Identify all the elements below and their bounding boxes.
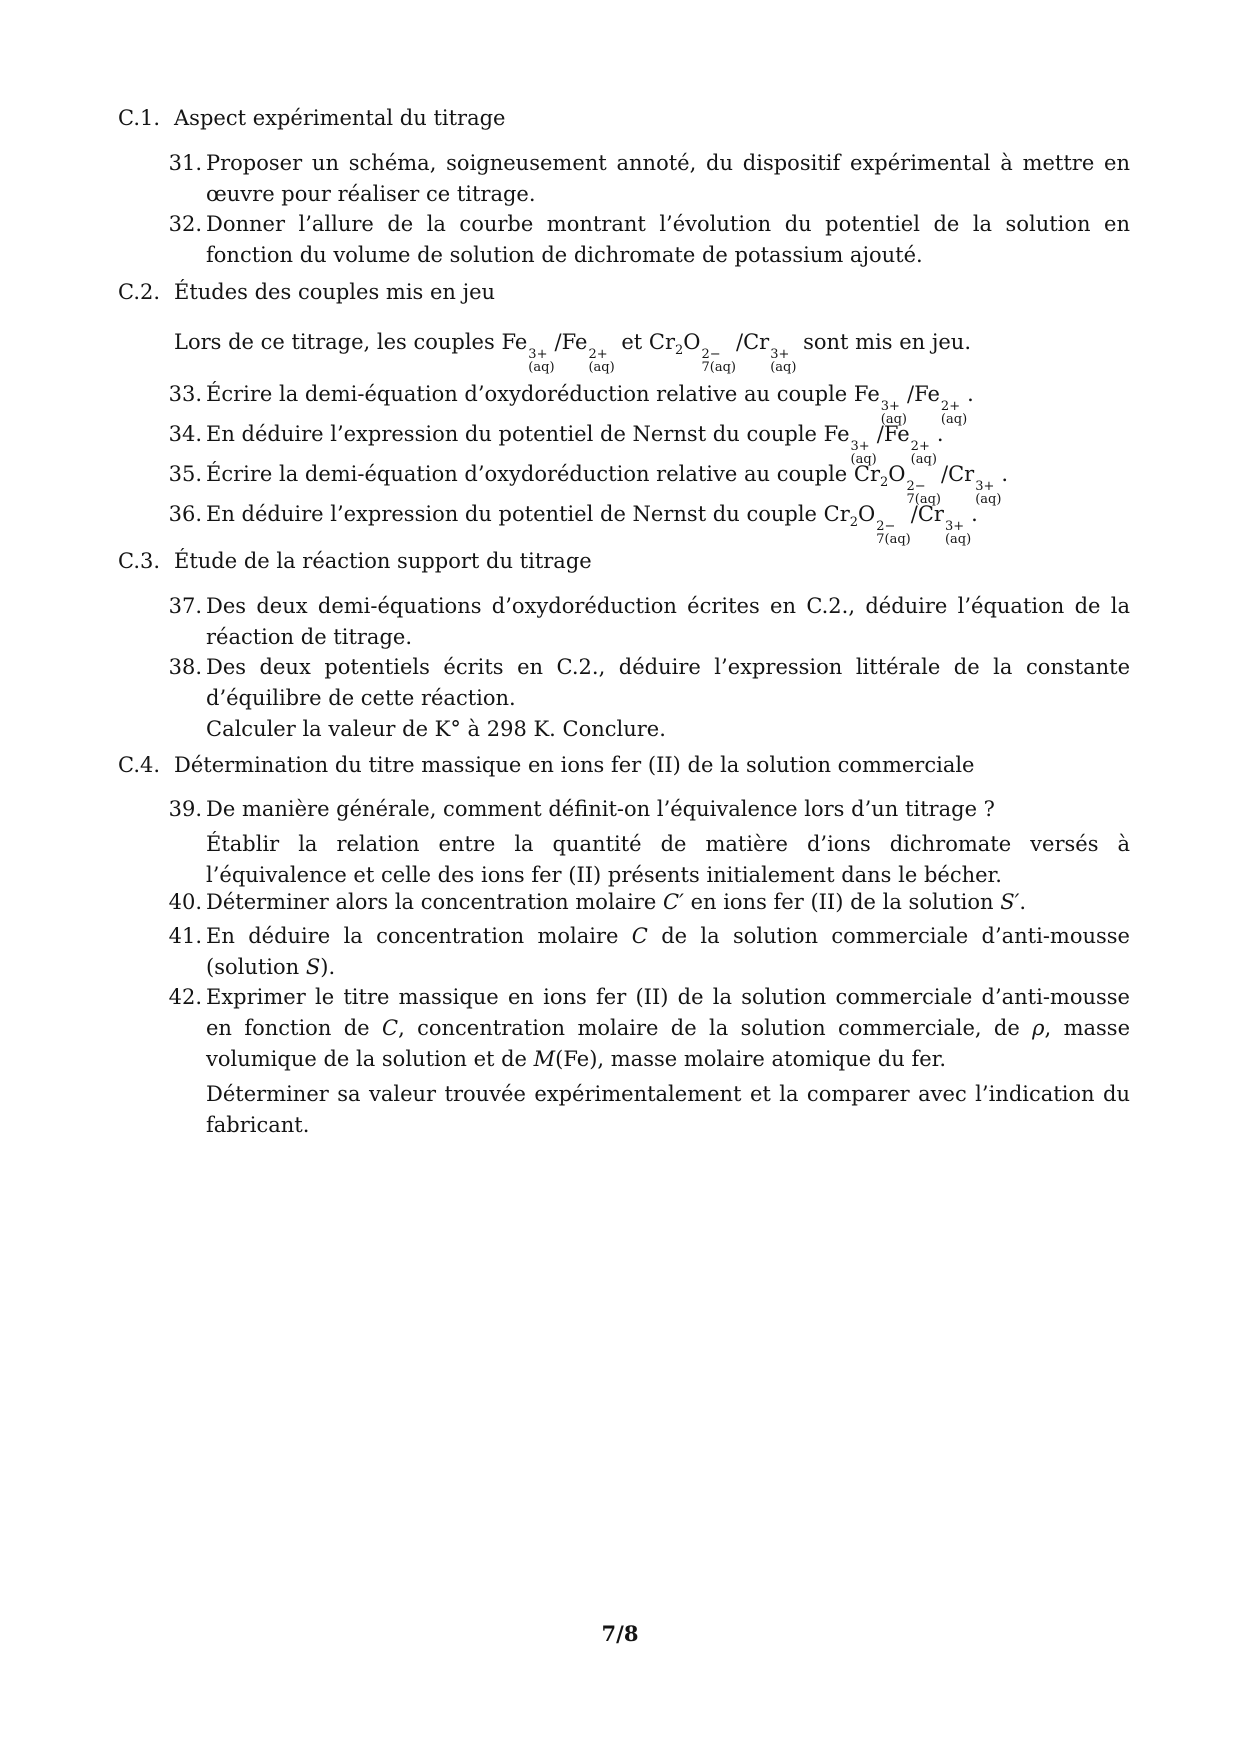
question-number: 32. (168, 212, 202, 236)
question-39 (150, 794, 1130, 891)
section-c3-heading (118, 549, 592, 573)
couple-fe3-fe2: Fe 3+ (aq) /Fe 2+ (aq) (823, 422, 937, 467)
section-title: Étude de la réaction support du titrage (174, 549, 592, 573)
question-number: 31. (168, 151, 202, 175)
question-number: 35. (168, 462, 202, 486)
question-number: 41. (168, 924, 202, 948)
couple-cr2o7-cr3: $Cr_2O$ 2− 7(aq) /Cr 3+ (aq) (648, 330, 797, 375)
section-number: C.3. (118, 549, 161, 573)
question-text: Exprimer le titre massique en ions fer (II) de la solution commerciale d’anti-mousse en fonction de C, concentration molaire de la solution commerciale, de ρ, masse volumique de la solution et de M(Fe), masse molaire atomique du fer. (206, 985, 1130, 1071)
question-text-continued: Établir la relation entre la quantité de matière d’ions dichromate versés à l’équivalence et celle des ions fer (II) présents initialement dans le bécher. (206, 832, 1130, 887)
section-title: Aspect expérimental du titrage (174, 106, 506, 130)
question-number: 34. (168, 422, 202, 446)
question-text: Donner l’allure de la courbe montrant l’évolution du potentiel de la solution en fonction du volume de solution de dichromate de potassium ajouté. (206, 212, 1130, 267)
question-40 (150, 887, 1130, 918)
question-number: 40. (168, 890, 202, 914)
question-text: De manière générale, comment définit-on l’équivalence lors d’un titrage ? (206, 797, 995, 821)
question-text: En déduire l’expression du potentiel de Nernst du couple Fe 3+ (aq) /Fe 2+ (aq) . (206, 422, 944, 467)
question-number: 39. (168, 797, 202, 821)
section-number: C.1. (118, 106, 161, 130)
question-32 (150, 209, 1130, 271)
question-number: 36. (168, 502, 202, 526)
section-title: Détermination du titre massique en ions fer (II) de la solution commerciale (174, 753, 975, 777)
couple-fe3-fe2: Fe 3+ (aq) /Fe 2+ (aq) (853, 382, 968, 427)
question-text: Des deux demi-équations d’oxydoréduction écrites en C.2., déduire l’équation de la réaction de titrage. (206, 594, 1130, 649)
question-41 (150, 921, 1130, 983)
question-42 (150, 982, 1130, 1141)
section-number: C.2. (118, 280, 161, 304)
couple-cr2o7-cr3: $Cr_2O$ 2− 7(aq) /Cr 3+ (aq) (853, 462, 1002, 507)
section-title: Études des couples mis en jeu (174, 280, 496, 304)
question-text: Écrire la demi-équation d’oxydoréduction relative au couple Fe 3+ (aq) /Fe 2+ (aq) . (206, 382, 974, 427)
question-text: En déduire l’expression du potentiel de Nernst du couple $Cr_2O$ 2− 7(aq) /Cr 3+ (aq) . (206, 502, 978, 547)
section-c1-heading (118, 106, 505, 130)
section-c2-heading (118, 280, 495, 304)
question-number: 42. (168, 985, 202, 1009)
question-31 (150, 148, 1130, 210)
section-c4-heading (118, 753, 974, 777)
question-text: Des deux potentiels écrits en C.2., déduire l’expression littérale de la constante d’équilibre de cette réaction. (206, 655, 1130, 710)
question-text: Proposer un schéma, soigneusement annoté, du dispositif expérimental à mettre en œuvre pour réaliser ce titrage. (206, 151, 1130, 206)
question-37 (150, 591, 1130, 653)
question-text: En déduire la concentration molaire C de la solution commerciale d’anti-mousse (solution S). (206, 924, 1130, 979)
question-text-continued: Déterminer sa valeur trouvée expérimentalement et la comparer avec l’indication du fabricant. (206, 1082, 1130, 1137)
question-36 (150, 499, 1130, 546)
question-text: Écrire la demi-équation d’oxydoréduction relative au couple $Cr_2O$ 2− 7(aq) /Cr 3+ (aq) . (206, 462, 1009, 507)
c2-intro-paragraph: Lors de ce titrage, les couples Fe 3+ (aq) /Fe 2+ (aq) et $Cr_2O$ 2− 7(aq) /Cr 3+ (aq) sont mis en jeu. (174, 330, 971, 375)
section-number: C.4. (118, 753, 161, 777)
couple-cr2o7-cr3: $Cr_2O$ 2− 7(aq) /Cr 3+ (aq) (823, 502, 972, 547)
couple-fe3-fe2: Fe 3+ (aq) /Fe 2+ (aq) (501, 330, 615, 375)
question-text-continued: Calculer la valeur de K° à 298 K. Conclure. (206, 717, 666, 741)
question-number: 37. (168, 594, 202, 618)
page-number: 7/8 (601, 1621, 639, 1646)
question-number: 33. (168, 382, 202, 406)
question-number: 38. (168, 655, 202, 679)
question-text: Déterminer alors la concentration molaire C′ en ions fer (II) de la solution S′. (206, 890, 1027, 914)
question-38 (150, 652, 1130, 745)
